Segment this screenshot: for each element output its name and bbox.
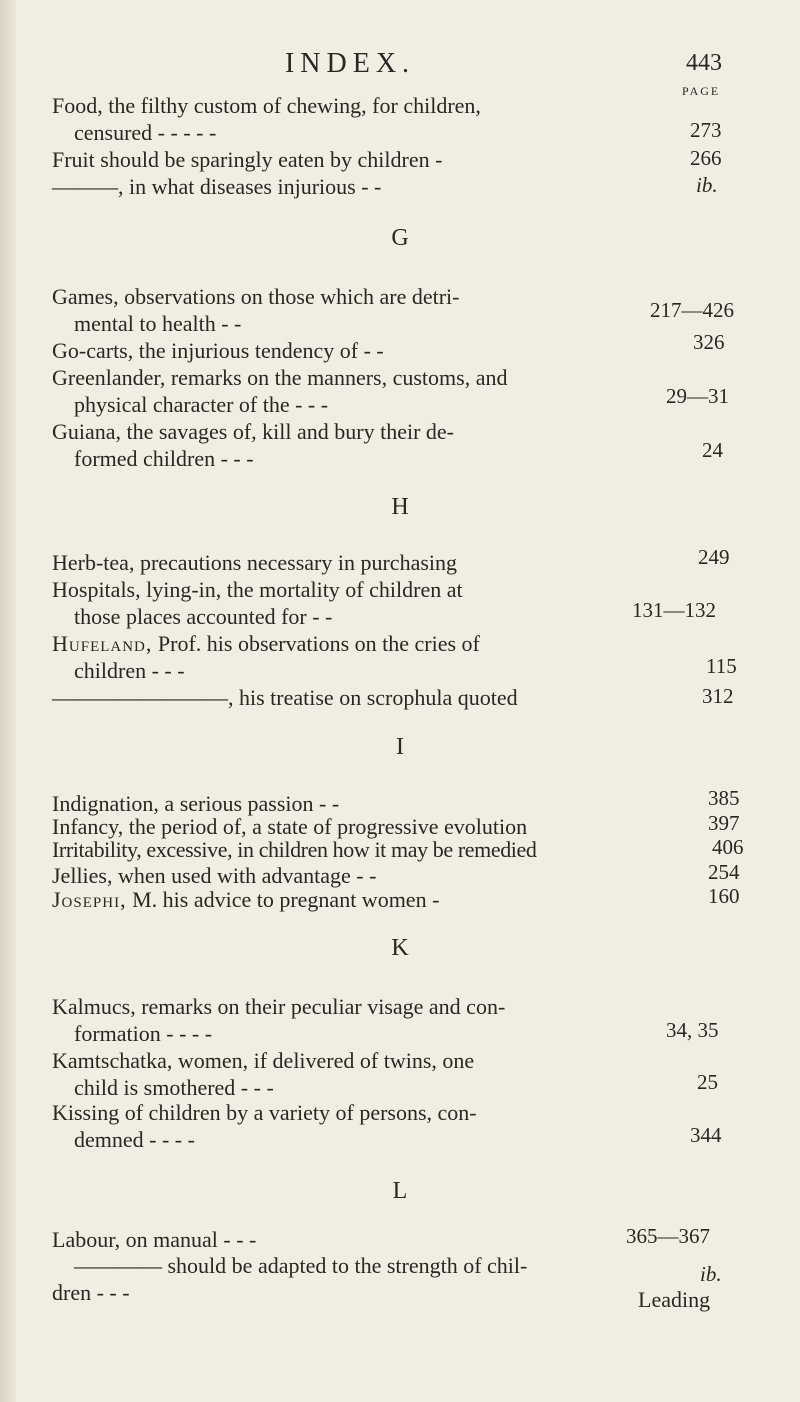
entry-infancy: Infancy, the period of, a state of progressive evolution [52, 814, 528, 839]
page-ref-food: 273 [690, 118, 722, 142]
entry-fruit-sub: ———, in what diseases injurious - - [52, 174, 382, 199]
entry-hospitals: Hospitals, lying-in, the mortality of children at those places accounted for - - [52, 577, 463, 629]
folio-number: 443 [686, 50, 722, 76]
entry-kalmucs: Kalmucs, remarks on their peculiar visage and con- formation - - - - [52, 994, 506, 1046]
page-ref-hufeland-sub: 312 [702, 684, 734, 708]
section-letter-h: H [391, 494, 409, 520]
page-ref-fruit: 266 [690, 146, 722, 170]
entry-guiana: Guiana, the savages of, kill and bury their de- formed children - - - [52, 419, 454, 471]
section-letter-i: I [396, 734, 404, 760]
page-ref-kamtschatka: 25 [697, 1070, 718, 1094]
running-head: INDEX. [284, 48, 416, 79]
entry-indignation: Indignation, a serious passion - - [52, 791, 340, 816]
page-ref-labour: 365—367 [626, 1224, 710, 1248]
page-ref-josephi: 160 [708, 884, 740, 908]
page-ref-labour-sub: ib. [700, 1262, 722, 1286]
entry-irritability: Irritability, excessive, in children how it may be remedied [52, 837, 537, 862]
entry-labour-sub: ———— should be adapted to the strength of chil- dren - - - [52, 1253, 528, 1305]
page-column-label: PAGE [682, 84, 721, 98]
page-ref-infancy: 397 [708, 811, 740, 835]
entry-hufeland-sub: ————————, his treatise on scrophula quoted [52, 685, 518, 710]
page-ref-herb-tea: 249 [698, 545, 730, 569]
page-ref-hufeland: 115 [706, 654, 737, 678]
page-ref-kissing: 344 [690, 1123, 722, 1147]
entry-greenlander: Greenlander, remarks on the manners, customs, and physical character of the - - - [52, 365, 508, 417]
catchword: Leading [638, 1287, 711, 1312]
book-gutter [0, 0, 16, 1402]
entry-kissing: Kissing of children by a variety of persons, con- demned - - - - [52, 1100, 477, 1152]
page-ref-greenlander: 29—31 [666, 384, 729, 408]
entry-josephi: Josephi, M. his advice to pregnant women - [52, 887, 440, 912]
entry-kamtschatka: Kamtschatka, women, if delivered of twins, one child is smothered - - - [52, 1048, 475, 1100]
section-letter-k: K [391, 935, 409, 961]
page-ref-irritability: 406 [712, 835, 744, 859]
entry-games: Games, observations on those which are detri- mental to health - - [52, 284, 460, 336]
entry-hufeland: Hufeland, Prof. his observations on the cries of children - - - [52, 631, 480, 683]
section-letter-g: G [391, 225, 409, 251]
entry-labour: Labour, on manual - - - [52, 1227, 257, 1252]
entry-herb-tea: Herb-tea, precautions necessary in purchasing [52, 550, 458, 575]
page-ref-fruit-sub: ib. [696, 173, 718, 197]
entry-gocarts: Go-carts, the injurious tendency of - - [52, 338, 384, 363]
page-ref-kalmucs: 34, 35 [666, 1018, 719, 1042]
section-letter-l: L [392, 1178, 408, 1204]
page-ref-hospitals: 131—132 [632, 598, 716, 622]
page-ref-jellies: 254 [708, 860, 740, 884]
entry-food: Food, the filthy custom of chewing, for children, censured - - - - - [52, 93, 481, 145]
entry-fruit: Fruit should be sparingly eaten by children - [52, 147, 443, 172]
page-ref-indignation: 385 [708, 786, 740, 810]
entry-jellies: Jellies, when used with advantage - - [52, 863, 377, 888]
page-ref-guiana: 24 [702, 438, 723, 462]
page-ref-games: 217—426 [650, 298, 734, 322]
page-ref-gocarts: 326 [693, 330, 725, 354]
